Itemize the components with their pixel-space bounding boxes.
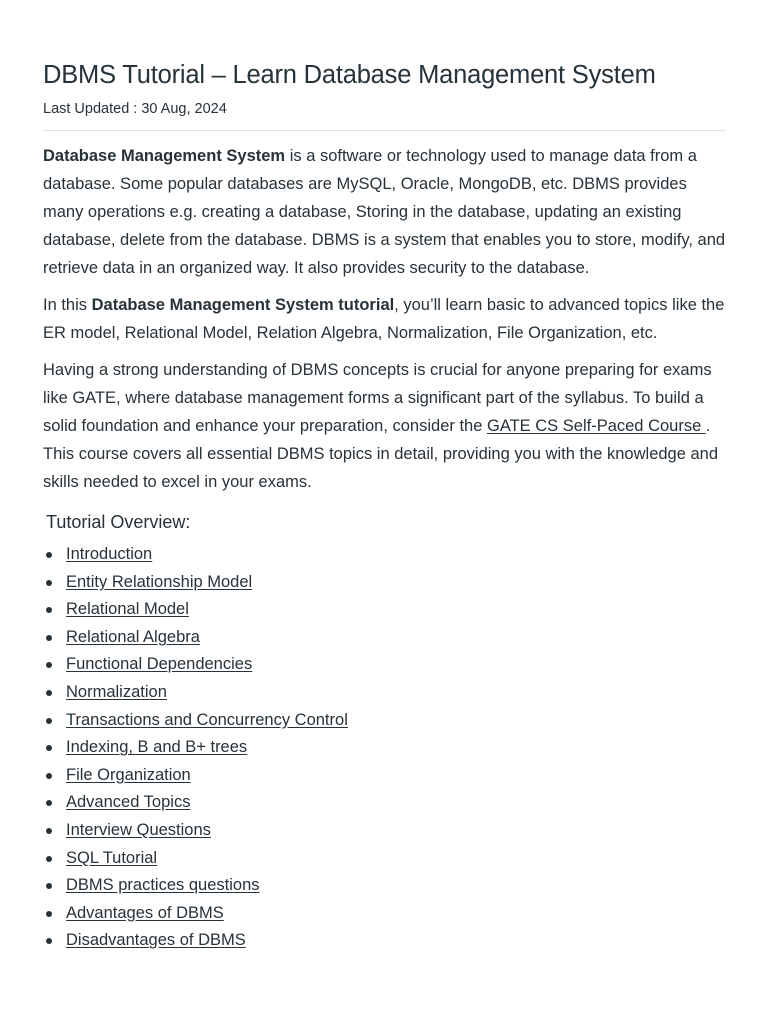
list-item <box>43 872 348 900</box>
list-item <box>43 762 348 790</box>
toc-link-indexing[interactable]: Indexing, B and B+ trees <box>66 738 248 757</box>
toc-link-normalization[interactable]: Normalization <box>66 682 167 701</box>
list-item <box>43 845 348 873</box>
bullet-icon <box>46 800 52 806</box>
bullet-icon <box>46 773 52 779</box>
intro-bold-dbms: Database Management System <box>43 147 286 165</box>
list-item <box>43 541 348 569</box>
last-updated <box>43 99 227 119</box>
gate-course-link[interactable]: GATE CS Self-Paced Course <box>486 417 706 435</box>
toc-link-er-model[interactable]: Entity Relationship Model <box>66 572 253 591</box>
bullet-icon <box>46 745 52 751</box>
toc-link-relational-algebra[interactable]: Relational Algebra <box>66 627 200 646</box>
intro-paragraph-3 <box>43 356 726 496</box>
last-updated-label: Last Updated : <box>43 101 138 117</box>
toc-link-transactions[interactable]: Transactions and Concurrency Control <box>66 710 348 729</box>
toc-link-introduction[interactable]: Introduction <box>66 545 153 563</box>
tutorial-overview-list <box>43 541 348 955</box>
toc-link-functional-dependencies[interactable]: Functional Dependencies <box>66 655 253 674</box>
list-item <box>43 900 348 928</box>
bullet-icon <box>46 662 52 668</box>
intro-text-3a: Having a strong understanding of DBMS concepts is crucial for anyone preparing for exams like GATE, where database management forms a significant part of the syllabus. To build a solid foundation and enhance your preparation, consider the <box>43 361 712 435</box>
toc-link-file-organization[interactable]: File Organization <box>66 765 191 784</box>
bullet-icon <box>46 580 52 586</box>
list-item <box>43 651 348 679</box>
bullet-icon <box>46 635 52 641</box>
page-title: DBMS Tutorial – Learn Database Management System <box>43 61 656 89</box>
intro-bold-tutorial: Database Management System tutorial <box>91 296 395 314</box>
list-item <box>43 624 348 652</box>
intro-text-2a: In this <box>43 296 92 314</box>
list-item <box>43 927 348 955</box>
toc-link-relational-model[interactable]: Relational Model <box>66 600 189 619</box>
intro-text-2b: , you’ll learn basic to advanced topics like the ER model, Relational Model, Relation Algebra, Normalization, File Organization, etc. <box>43 296 725 342</box>
last-updated-date: 30 Aug, 2024 <box>141 101 227 117</box>
bullet-icon <box>46 911 52 917</box>
toc-link-sql-tutorial[interactable]: SQL Tutorial <box>66 848 158 867</box>
list-item <box>43 569 348 597</box>
list-item <box>43 707 348 735</box>
toc-link-practice-questions[interactable]: DBMS practices questions <box>66 876 260 895</box>
intro-paragraph-2 <box>43 291 726 347</box>
list-item <box>43 734 348 762</box>
bullet-icon <box>46 828 52 834</box>
intro-paragraph-1 <box>43 142 726 282</box>
toc-link-advanced-topics[interactable]: Advanced Topics <box>66 793 191 812</box>
intro-text-3b: . This course covers all essential DBMS topics in detail, providing you with the knowledge and skills needed to excel in your exams. <box>43 417 719 491</box>
bullet-icon <box>46 552 52 558</box>
bullet-icon <box>46 718 52 724</box>
bullet-icon <box>46 883 52 889</box>
list-item <box>43 679 348 707</box>
list-item <box>43 596 348 624</box>
overview-heading: Tutorial Overview: <box>46 512 191 532</box>
bullet-icon <box>46 690 52 696</box>
bullet-icon <box>46 607 52 613</box>
list-item <box>43 817 348 845</box>
bullet-icon <box>46 938 52 944</box>
toc-link-interview-questions[interactable]: Interview Questions <box>66 820 211 839</box>
intro-text-1: is a software or technology used to manage data from a database. Some popular databases are MySQL, Oracle, MongoDB, etc. DBMS provides many operations e.g. creating a database, Storing in the database, updating an existing database, delete from the database. DBMS is a system that enables you to store, modify, and retrieve data in an organized way. It also provides security to the database. <box>43 147 726 277</box>
toc-link-advantages[interactable]: Advantages of DBMS <box>66 903 224 922</box>
toc-link-disadvantages[interactable]: Disadvantages of DBMS <box>66 931 246 950</box>
title-divider <box>43 130 726 131</box>
bullet-icon <box>46 856 52 862</box>
list-item <box>43 789 348 817</box>
